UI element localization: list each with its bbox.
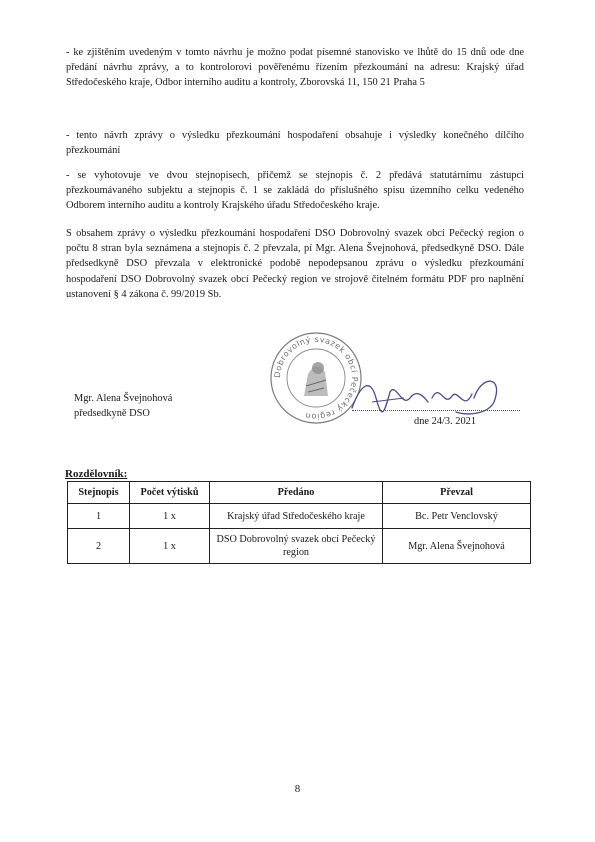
signatory-name: Mgr. Alena Švejnohová bbox=[74, 393, 173, 404]
svg-text:Dobrovolný svazek obcí Pečecký: Dobrovolný svazek obcí Pečecký region bbox=[272, 334, 360, 422]
cell-copy-number: 1 bbox=[68, 504, 130, 529]
signature-date: dne 24/3. 2021 bbox=[414, 416, 477, 427]
distribution-title: Rozdělovník: bbox=[65, 468, 128, 480]
paragraph-partial-review: - tento návrh zprávy o výsledku přezkoumání hospodaření obsahuje i výsledky konečného dílčího přezkoumání bbox=[66, 130, 524, 157]
signatory-block bbox=[74, 391, 172, 421]
header-pocet-vytisku: Počet výtisků bbox=[130, 482, 210, 504]
paragraph-statement-deadline: - ke zjištěním uvedeným v tomto návrhu je možno podat písemné stanovisko ve lhůtě do 15 dnů ode dne předání návrhu zprávy, a to kontrolorovi pověřenému řízením přezkoumání na adresu: Krajský úřad Středočeského kraje, Odbor interního auditu a kontroly, Zborovská 11, 150 21 Praha 5 bbox=[66, 47, 524, 89]
table-row bbox=[68, 529, 531, 564]
signatory-role: předsedkyně DSO bbox=[74, 408, 150, 419]
cell-received-by: Bc. Petr Venclovský bbox=[383, 504, 531, 529]
cell-print-count: 1 x bbox=[130, 529, 210, 564]
cell-handed-to: Krajský úřad Středočeského kraje bbox=[210, 504, 383, 529]
cell-copy-number: 2 bbox=[68, 529, 130, 564]
table-header-row bbox=[68, 482, 531, 504]
cell-handed-to: DSO Dobrovolný svazek obcí Pečecký region bbox=[210, 529, 383, 564]
cell-received-by: Mgr. Alena Švejnohová bbox=[383, 529, 531, 564]
header-stejnopis: Stejnopis bbox=[68, 482, 130, 504]
paragraph-copies: - se vyhotovuje ve dvou stejnopisech, přičemž se stejnopis č. 2 předává statutárnímu zástupci přezkoumávaného subjektu a stejnopis č. 1 se zakládá do příslušného spisu územního celku vedeného Odborem interního auditu a kontroly Krajského úřadu Středočeského kraje. bbox=[66, 170, 524, 212]
header-prevzal: Převzal bbox=[383, 482, 531, 504]
signature-dotted-line bbox=[352, 400, 520, 411]
page-number: 8 bbox=[294, 783, 301, 795]
distribution-table bbox=[67, 481, 531, 564]
header-predano: Předáno bbox=[210, 482, 383, 504]
paragraph-acknowledgement: S obsahem zprávy o výsledku přezkoumání hospodaření DSO Dobrovolný svazek obcí Pečecký region o počtu 8 stran byla seznámena a stejnopis č. 2 převzala, pí Mgr. Alena Švejnohová, předsedkyně DSO. Dále předsedkyně DSO převzala v elektronické podobě nepodepsanou zprávu o výsledku přezkoumání hospodaření DSO Dobrovolný svazek obcí Pečecký region ve strojově čitelném formátu PDF pro naplnění ustanovení § 4 zákona č. 99/2019 Sb. bbox=[66, 228, 524, 300]
table-row bbox=[68, 504, 531, 529]
cell-print-count: 1 x bbox=[130, 504, 210, 529]
